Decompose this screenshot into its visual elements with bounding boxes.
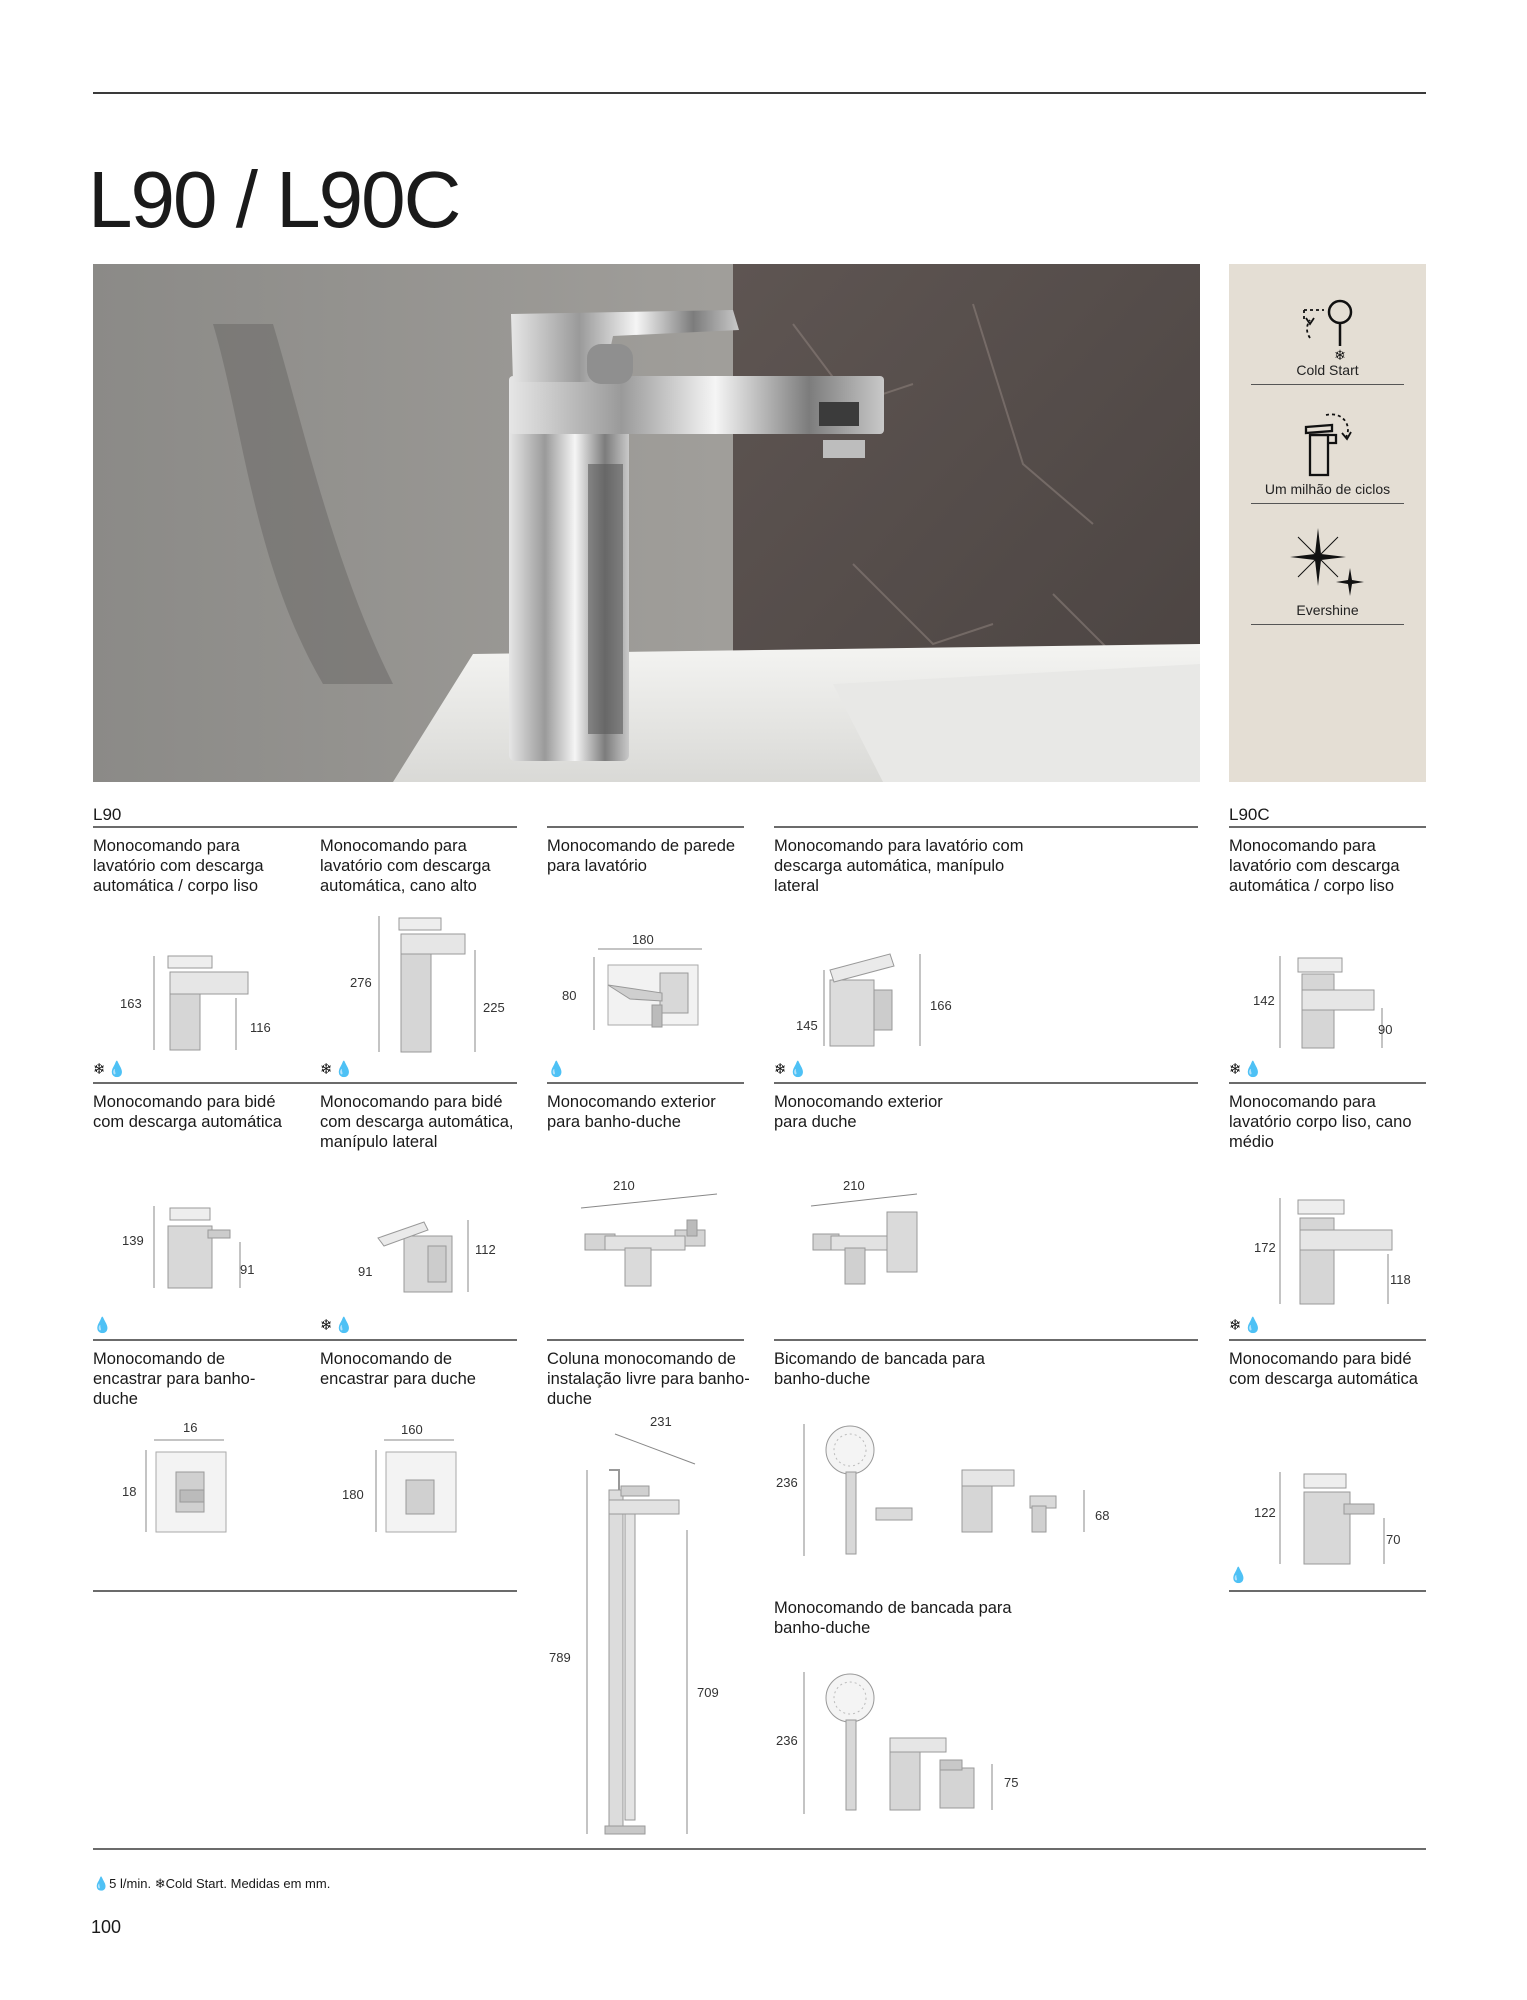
product-drawing (590, 945, 710, 1040)
dimension-label: 709 (697, 1685, 719, 1700)
section-label-l90c: L90C (1229, 805, 1270, 824)
row-rule (1229, 1590, 1426, 1592)
product-title: Monocomando para lavatório corpo liso, cano médio (1229, 1093, 1412, 1151)
product-drawing (368, 1216, 488, 1296)
product-title: Monocomando exterior para duche (774, 1093, 943, 1131)
product-title: Monocomando para lavatório com descarga automática / corpo liso (1229, 837, 1400, 895)
dimension-label: 18 (122, 1484, 137, 1499)
dimension-label: 236 (776, 1475, 798, 1490)
product-title: Monocomando para bidé com descarga automática (93, 1093, 282, 1131)
product-title: Monocomando de bancada para banho-duche (774, 1599, 1012, 1637)
row-rule (774, 1082, 1198, 1084)
dimension-label: 163 (120, 996, 142, 1011)
dimension-label: 75 (1004, 1775, 1019, 1790)
bottom-rule (93, 1848, 1426, 1850)
dimension-label: 210 (843, 1178, 865, 1193)
row-rule (547, 1082, 744, 1084)
page-title: L90 / L90C (88, 155, 460, 244)
feature-marks: ❄💧 (1229, 1061, 1265, 1078)
feature-marks: 💧 (1229, 1567, 1250, 1584)
product-title: Monocomando para bidé com descarga automática, manípulo lateral (320, 1093, 514, 1151)
dimension-label: 142 (1253, 993, 1275, 1008)
row-rule (547, 826, 744, 828)
product-drawing (805, 1190, 935, 1290)
dimension-label: 172 (1254, 1240, 1276, 1255)
row-rule (1229, 826, 1426, 828)
feature-label: Evershine (1251, 602, 1404, 625)
product-title: Monocomando para lavatório com descarga automática / corpo liso (93, 837, 264, 895)
product-drawing (800, 1668, 1000, 1818)
dimension-label: 116 (250, 1020, 271, 1035)
product-drawing (1276, 1468, 1406, 1568)
hero-photo (93, 264, 1200, 782)
dimension-label: 112 (475, 1242, 496, 1257)
product-drawing (375, 912, 485, 1057)
dimension-label: 91 (240, 1262, 255, 1277)
dimension-label: 231 (650, 1414, 672, 1429)
row-rule (93, 1339, 517, 1341)
product-title: Monocomando exterior para banho-duche (547, 1093, 716, 1131)
product-drawing (575, 1190, 725, 1290)
product-drawing (800, 1420, 1090, 1560)
million-cycles-icon (1296, 409, 1360, 479)
product-title: Coluna monocomando de instalação livre para banho-duche (547, 1350, 750, 1408)
feature-marks: ❄💧 (320, 1061, 356, 1078)
dimension-label: 90 (1378, 1022, 1393, 1037)
dimension-label: 68 (1095, 1508, 1110, 1523)
product-title: Monocomando de parede para lavatório (547, 837, 736, 875)
product-drawing (1276, 952, 1396, 1052)
dimension-label: 80 (562, 988, 577, 1003)
evershine-icon (1288, 526, 1368, 600)
product-drawing (820, 950, 940, 1050)
row-rule (93, 1082, 517, 1084)
dimension-label: 180 (632, 932, 654, 947)
feature-marks: ❄💧 (93, 1061, 129, 1078)
cold-start-icon (1296, 298, 1360, 360)
product-drawing (150, 1202, 260, 1292)
feature-cold-start (1251, 298, 1404, 385)
section-label-l90: L90 (93, 805, 122, 824)
svg-text:❄: ❄ (1333, 347, 1346, 360)
dimension-label: 91 (358, 1264, 373, 1279)
dimension-label: 166 (930, 998, 952, 1013)
feature-marks: ❄💧 (320, 1317, 356, 1334)
dimension-label: 180 (342, 1487, 364, 1502)
dimension-label: 122 (1254, 1505, 1276, 1520)
faucet-photo (93, 264, 1200, 782)
row-rule (93, 826, 517, 828)
row-rule (1229, 1082, 1426, 1084)
feature-marks: ❄💧 (774, 1061, 810, 1078)
feature-marks: ❄💧 (1229, 1317, 1265, 1334)
product-title: Monocomando para lavatório com descarga automática, manípulo lateral (774, 837, 1024, 895)
dimension-label: 210 (613, 1178, 635, 1193)
feature-label: Um milhão de ciclos (1251, 481, 1404, 504)
dimension-label: 70 (1386, 1532, 1401, 1547)
product-title: Monocomando para lavatório com descarga automática, cano alto (320, 837, 491, 895)
feature-label: Cold Start (1251, 362, 1404, 385)
product-drawing (575, 1430, 705, 1840)
dimension-label: 276 (350, 975, 372, 990)
dimension-label: 139 (122, 1233, 144, 1248)
dimension-label: 225 (483, 1000, 505, 1015)
top-rule (93, 92, 1426, 94)
row-rule (774, 826, 1198, 828)
dimension-label: 236 (776, 1733, 798, 1748)
page-number: 100 (91, 1917, 122, 1937)
product-drawing (150, 950, 260, 1055)
row-rule (93, 1590, 517, 1592)
dimension-label: 118 (1390, 1272, 1411, 1287)
feature-million-cycles (1251, 409, 1404, 504)
row-rule (774, 1339, 1198, 1341)
product-title: Bicomando de bancada para banho-duche (774, 1350, 985, 1388)
dimension-label: 16 (183, 1420, 198, 1435)
row-rule (547, 1339, 744, 1341)
feature-evershine (1251, 526, 1404, 625)
product-drawing (140, 1436, 240, 1536)
features-panel (1229, 264, 1426, 782)
product-drawing (1276, 1194, 1406, 1309)
dimension-label: 160 (401, 1422, 423, 1437)
feature-marks: 💧 (93, 1317, 114, 1334)
product-title: Monocomando de encastrar para banho-duche (93, 1350, 256, 1408)
dimension-label: 145 (796, 1018, 818, 1033)
row-rule (1229, 1339, 1426, 1341)
feature-marks: 💧 (547, 1061, 568, 1078)
legend: 💧5 l/min. ❄Cold Start. Medidas em mm. (93, 1876, 331, 1891)
product-title: Monocomando de encastrar para duche (320, 1350, 476, 1388)
product-title: Monocomando para bidé com descarga automática (1229, 1350, 1418, 1388)
dimension-label: 789 (549, 1650, 571, 1665)
product-drawing (370, 1436, 470, 1536)
